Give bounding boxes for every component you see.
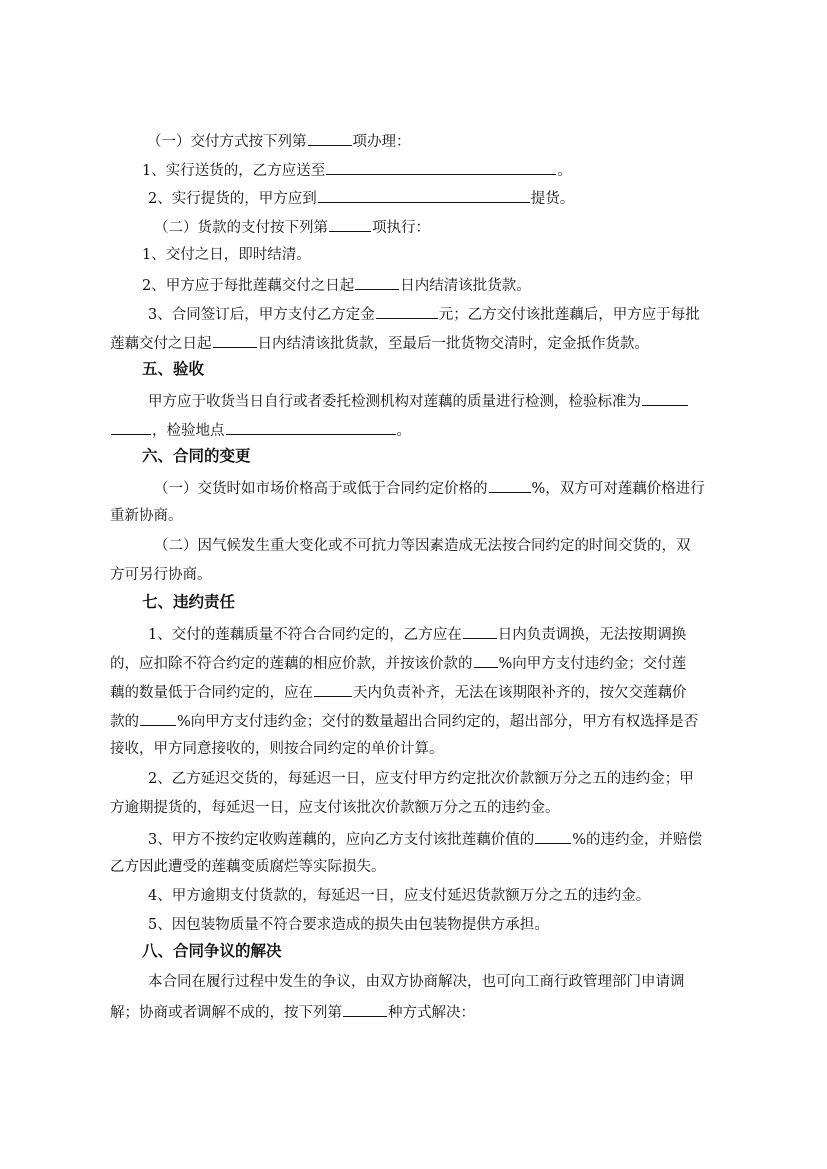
liability-line-1-cont-3: 款的 %向甲方支付违约金；交付的数量超出合同约定的，超出部分，甲方有权选择是否 [110,710,698,732]
dispute-line-1-cont: 解；协商或者调解不成的，按下列第 种方式解决： [110,1001,475,1023]
delivery-option-1: 1、实行送货的，乙方应送至 。 [142,159,572,181]
delivery-method-line: （一）交付方式按下列第 项办理： [147,130,411,152]
liability-line-5: 5、因包装物质量不符合要求造成的损失由包装物提供方承担。 [148,917,549,933]
blank-field[interactable] [213,332,257,348]
blank-field[interactable] [326,159,556,175]
change-line-1-cont: 重新协商。 [110,508,183,524]
blank-field[interactable] [489,477,531,493]
liability-line-1-cont-4: 接收，甲方同意接收的，则按合同约定的单价计算。 [110,741,444,757]
payment-option-2: 2、甲方应于每批莲藕交付之日起 日内结清该批货款。 [142,274,531,296]
liability-line-3-cont: 乙方因此遭受的莲藕变质腐烂等实际损失。 [110,859,386,875]
acceptance-line-2: ，检验地点 。 [110,419,411,441]
liability-line-1: 1、交付的莲藕质量不符合合同约定的，乙方应在 日内负责调换，无法按期调换 [148,623,686,645]
payment-option-3-cont: 莲藕交付之日起 日内结清该批货款，至最后一批货物交清时，定金抵作货款。 [110,332,649,354]
blank-field[interactable] [308,130,352,146]
blank-field[interactable] [111,419,151,435]
blank-field[interactable] [343,1001,387,1017]
blank-field[interactable] [642,390,688,406]
blank-field[interactable] [463,623,497,639]
liability-line-1-cont-1: 的，应扣除不符合约定的莲藕的相应价款，并按该价款的 %向甲方支付违约金；交付莲 [110,652,686,674]
section-heading-change: 六、合同的变更 [142,446,251,465]
section-heading-liability: 七、违约责任 [142,592,236,611]
blank-field[interactable] [226,419,396,435]
blank-field[interactable] [140,710,176,726]
section-heading-acceptance: 五、验收 [142,359,205,378]
change-line-2: （二）因气候发生重大变化或不可抗力等因素造成无法按合同约定的时间交货的，双 [154,538,691,554]
payment-option-3: 3、合同签订后，甲方支付乙方定金 元；乙方交付该批莲藕后，甲方应于每批 [148,303,700,325]
liability-line-2: 2、乙方延迟交货的，每延迟一日，应支付甲方约定批次价款额万分之五的违约金；甲 [148,771,694,787]
blank-field[interactable] [314,681,352,697]
blank-field[interactable] [329,216,371,232]
liability-line-1-cont-2: 藕的数量低于合同约定的，应在 天内负责补齐，无法在该期限补齐的，按欠交莲藕价 [110,681,687,703]
payment-option-1: 1、交付之日，即时结清。 [142,247,311,263]
blank-field[interactable] [318,187,530,203]
acceptance-line-1: 甲方应于收货当日自行或者委托检测机构对莲藕的质量进行检测，检验标准为 [148,390,689,412]
blank-field[interactable] [535,828,571,844]
liability-line-4: 4、甲方逾期支付货款的，每延迟一日，应支付延迟货款额万分之五的违约金。 [148,888,651,904]
blank-field[interactable] [376,303,438,319]
section-heading-dispute: 八、合同争议的解决 [142,941,282,960]
liability-line-3: 3、甲方不按约定收购莲藕的，应向乙方支付该批莲藕价值的 %的违约金，并赔偿 [148,828,702,850]
blank-field[interactable] [355,274,399,290]
change-line-2-cont: 方可另行协商。 [110,567,212,583]
liability-line-2-cont: 方逾期提货的，每延迟一日，应支付该批次价款额万分之五的违约金。 [110,800,560,816]
change-line-1: （一）交货时如市场价格高于或低于合同约定价格的 %，双方可对莲藕价格进行 [154,477,705,499]
delivery-option-2: 2、实行提货的，甲方应到 提货。 [148,187,574,209]
blank-field[interactable] [474,652,498,668]
payment-method-line: （二）货款的支付按下列第 项执行： [154,216,430,238]
dispute-line-1: 本合同在履行过程中发生的争议，由双方协商解决，也可向工商行政管理部门申请调 [148,974,685,990]
